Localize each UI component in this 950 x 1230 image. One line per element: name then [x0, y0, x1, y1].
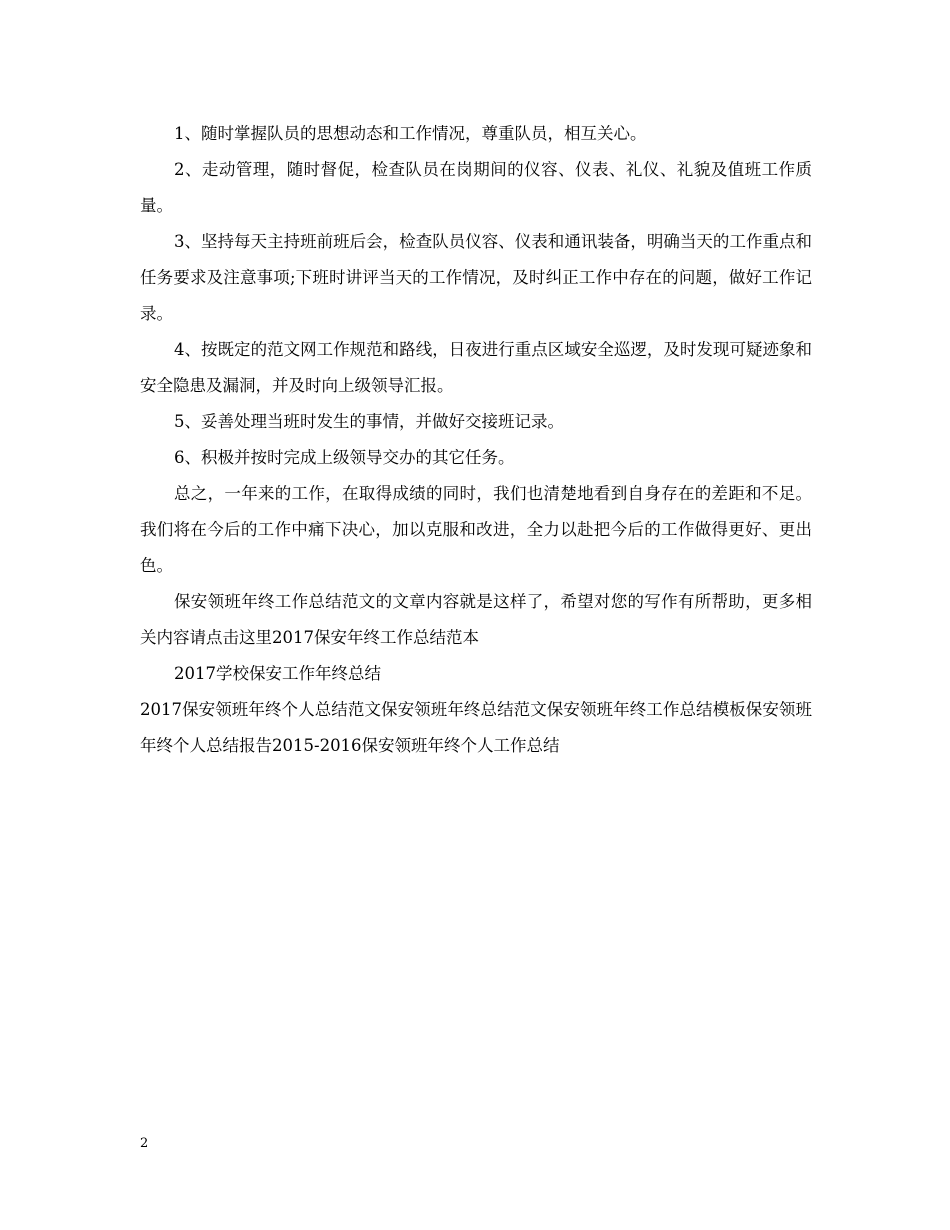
related-title: 2017学校保安工作年终总结	[174, 664, 381, 683]
paragraph-item-5: 5、妥善处理当班时发生的事情，并做好交接班记录。	[174, 412, 564, 431]
paragraph-item-6: 6、积极并按时完成上级领导交办的其它任务。	[174, 448, 515, 467]
paragraph-item-1: 1、随时掌握队员的思想动态和工作情况，尊重队员，相互关心。	[174, 124, 647, 143]
paragraph-item-2: 2、走动管理，随时督促，检查队员在岗期间的仪容、仪表、礼仪、礼貌及值班工作质量。	[140, 160, 812, 215]
closing-paragraph: 保安领班年终工作总结范文的文章内容就是这样了，希望对您的写作有所帮助，更多相关内容请点击这里2017保安年终工作总结范本	[140, 592, 812, 647]
related-links[interactable]: 2017保安领班年终个人总结范文保安领班年终总结范文保安领班年终工作总结模板保安领班年终个人总结报告2015-2016保安领班年终个人工作总结	[140, 700, 812, 755]
summary-paragraph: 总之，一年来的工作，在取得成绩的同时，我们也清楚地看到自身存在的差距和不足。我们将在今后的工作中痛下决心，加以克服和改进，全力以赴把今后的工作做得更好、更出色。	[140, 484, 812, 575]
paragraph-item-3: 3、坚持每天主持班前班后会，检查队员仪容、仪表和通讯装备，明确当天的工作重点和任务要求及注意事项;下班时讲评当天的工作情况，及时纠正工作中存在的问题，做好工作记录。	[140, 232, 812, 323]
document-body	[140, 116, 812, 764]
paragraph-item-4: 4、按既定的范文网工作规范和路线，日夜进行重点区域安全巡逻，及时发现可疑迹象和安全隐患及漏洞，并及时向上级领导汇报。	[140, 340, 812, 395]
page-number: 2	[140, 1136, 149, 1151]
